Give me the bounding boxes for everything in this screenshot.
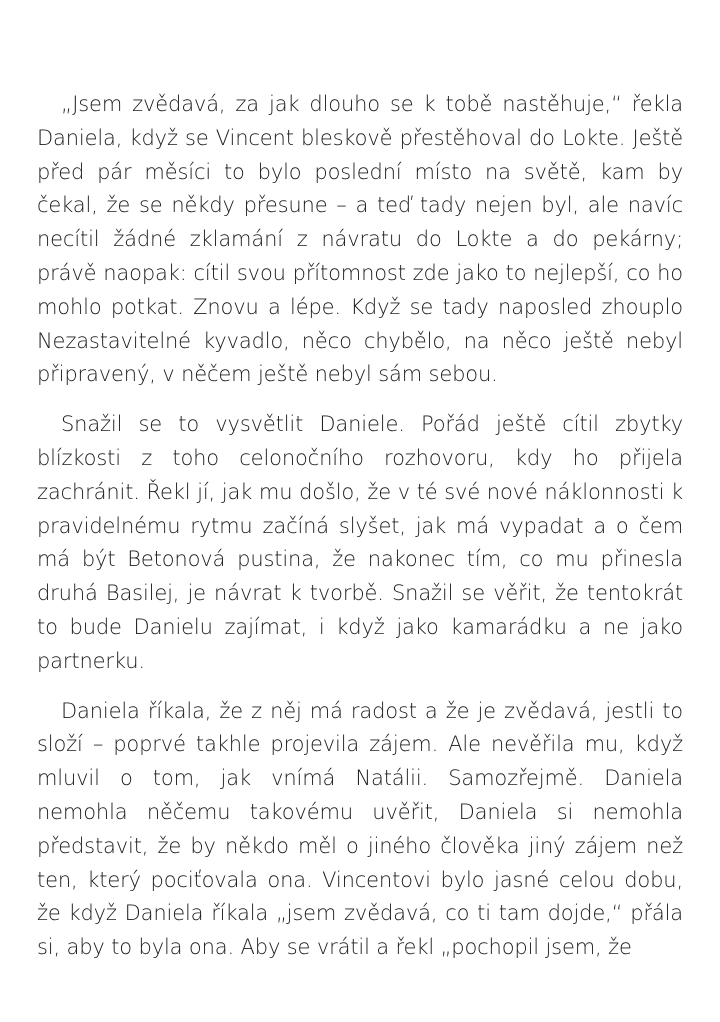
body-text (37, 88, 683, 981)
paragraph-3: Daniela říkala, že z něj má radost a že je zvědavá, jestli to složí – poprvé takhle projevila zájem. Ale nevěřila mu, když mluvil o tom, jak vnímá Natálii. Samozřejmě. Daniela nemohla něčemu takovému uvěřit, Daniela si nemohla představit, že by někdo měl o jiného člověka jiný zájem než ten, který pociťovala ona. Vincentovi bylo jasné celou dobu, že když Daniela říkala „jsem zvědavá, co ti tam dojde,“ přála si, aby to byla ona. Aby se vrátil a řekl „pochopil jsem, že (37, 698, 683, 960)
paragraph-1: „Jsem zvědavá, za jak dlouho se k tobě nastěhuje,“ řekla Daniela, když se Vincent bleskově přestěhoval do Lokte. Ještě před pár měsíci to bylo poslední místo na světě, kam by čekal, že se někdy přesune – a teď tady nejen byl, ale navíc necítil žádné zklamání z návratu do Lokte a do pekárny; právě naopak: cítil svou přítomnost zde jako to nejlepší, co ho mohlo potkat. Znovu a lépe. Když se tady naposled zhouplo Nezastavitelné kyvadlo, něco chybělo, na něco ještě nebyl připravený, v něčem ještě nebyl sám sebou. (37, 92, 683, 387)
paragraph-2: Snažil se to vysvětlit Daniele. Pořád ještě cítil zbytky blízkosti z toho celonočního rozhovoru, kdy ho přijela zachránit. Řekl jí, jak mu došlo, že v té své nové náklonnosti k pravidelnému rytmu začíná slyšet, jak má vypadat a o čem má být Betonová pustina, že nakonec tím, co mu přinesla druhá Basilej, je návrat k tvorbě. Snažil se věřit, že tentokrát to bude Danielu zajímat, i když jako kamarádku a ne jako partnerku. (37, 412, 683, 673)
